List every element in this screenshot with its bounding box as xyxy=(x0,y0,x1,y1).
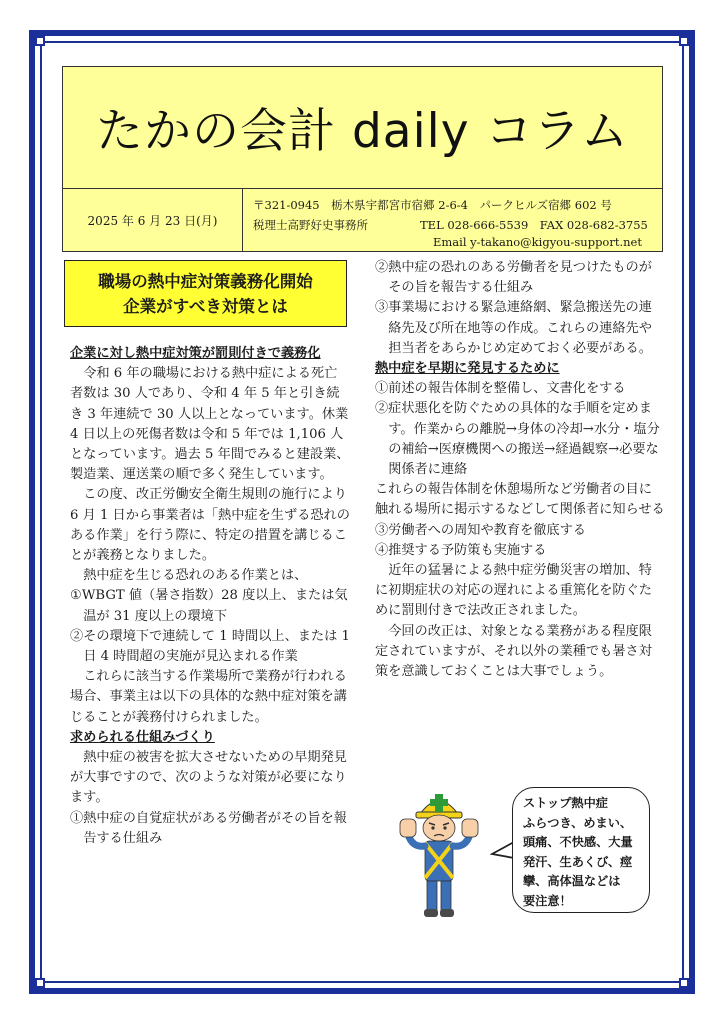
border-corner xyxy=(35,978,45,988)
list-item: ②熱中症の恐れのある労働者を見つけたものがその旨を報告する仕組み xyxy=(375,260,652,296)
article-title-line: 職場の熱中症対策義務化開始 xyxy=(98,271,313,291)
bubble-line: 頭痛、不快感、大量 xyxy=(523,835,633,849)
article-title xyxy=(64,260,347,327)
article-title-line: 企業がすべき対策とは xyxy=(123,296,288,316)
paragraph: 今回の改正は、対象となる業務がある程度限定されていますが、それ以外の業種でも暑さ対策を意識しておくことは大事でしょう。 xyxy=(375,623,652,680)
article-column-left xyxy=(70,344,350,849)
section-heading: 企業に対し熱中症対策が罰則付きで義務化 xyxy=(70,346,321,361)
list-item-note: これらの報告体制を休憩場所など労働者の目に触れる場所に掲示するなどして関係者に知らせる xyxy=(375,482,665,518)
list-item: ④推奨する予防策も実施する xyxy=(375,542,547,558)
list-item: ①前述の報告体制を整備し、文書化をする xyxy=(375,381,626,397)
border-corner xyxy=(35,36,45,46)
paragraph: この度、改正労働安全衛生規則の施行により 6 月 1 日から事業者は「熱中症を生ずる恐れのある作業」を行う際に、特定の措置を講じることが義務となりました。 xyxy=(70,487,350,564)
paragraph: 熱中症の被害を拡大させないための早期発見が大事ですので、次のような対策が必要になります。 xyxy=(70,750,347,806)
bubble-line: 攣、高体温などは xyxy=(523,874,621,888)
office-address: 〒321-0945 栃木県宇都宮市宿郷 2-6-4 パークヒルズ宿郷 602 号 xyxy=(253,198,612,212)
list-item: ②症状悪化を防ぐための具体的な手順を定めます。作業からの離脱→身体の冷却→水分・塩分の補給→医療機関への搬送→経過観察→必要な関係者に連絡 xyxy=(375,401,660,478)
bubble-line: ストップ熱中症 xyxy=(523,796,608,810)
bubble-line: 発汗、生あくび、痙 xyxy=(523,854,633,869)
bubble-line: 要注意！ xyxy=(523,893,572,908)
bubble-line: ふらつき、めまい、 xyxy=(523,815,633,830)
newsletter-title: たかの会計 daily コラム xyxy=(63,67,662,189)
office-fax: FAX 028-682-3755 xyxy=(539,218,648,232)
section-heading: 求められる仕組みづくり xyxy=(70,729,215,745)
border-corner xyxy=(679,36,689,46)
article-column-right xyxy=(375,258,665,682)
office-name: 税理士高野好史事務所 xyxy=(253,218,368,232)
paragraph: 令和 6 年の職場における熱中症による死亡者数は 30 人であり、令和 4 年 5 年と引き続き 3 年連続で 30 人以上となっています。休業 4 日以上の死傷者数は令和 5 年では 1,106 人となっています。過去 5 年間でみると建設業、製造業、運送業の順で多く発生しています。 xyxy=(70,366,350,483)
list-item: ①WBGT 値（暑さ指数）28 度以上、または気温が 31 度以上の環境下 xyxy=(70,588,348,624)
office-tel: TEL 028-666-5539 xyxy=(420,218,529,232)
issue-date: 2025 年 6 月 23 日(月) xyxy=(63,189,243,251)
contact-block xyxy=(253,195,648,235)
paragraph: これらに該当する作業場所で業務が行われる場合、事業主は以下の具体的な熱中症対策を講じることが義務付けられました。 xyxy=(70,669,347,725)
speech-bubble xyxy=(512,787,650,913)
section-heading: 熱中症を早期に発見するために xyxy=(375,361,560,377)
newsletter-header xyxy=(62,66,663,252)
office-email: Email y-takano@kigyou-support.net xyxy=(433,235,642,249)
list-item: ③労働者への周知や教育を徹底する xyxy=(375,522,586,538)
worker-stop-illustration xyxy=(398,786,480,920)
list-item: ①熱中症の自覚症状がある労働者がその旨を報告する仕組み xyxy=(70,810,347,846)
border-corner xyxy=(679,978,689,988)
list-item: ③事業場における緊急連絡網、緊急搬送先の連絡先及び所在地等の作成。これらの連絡先や担当者をあらかじめ定めておく必要がある。 xyxy=(375,300,652,356)
paragraph: 近年の猛暑による熱中症労働災害の増加、特に初期症状の対応の遅れによる重篤化を防ぐために罰則付きで法改正されました。 xyxy=(375,563,652,619)
paragraph: 熱中症を生じる恐れのある作業とは、 xyxy=(83,568,308,584)
list-item: ②その環境下で連続して 1 時間以上、または 1 日 4 時間超の実施が見込まれる作業 xyxy=(70,628,350,665)
